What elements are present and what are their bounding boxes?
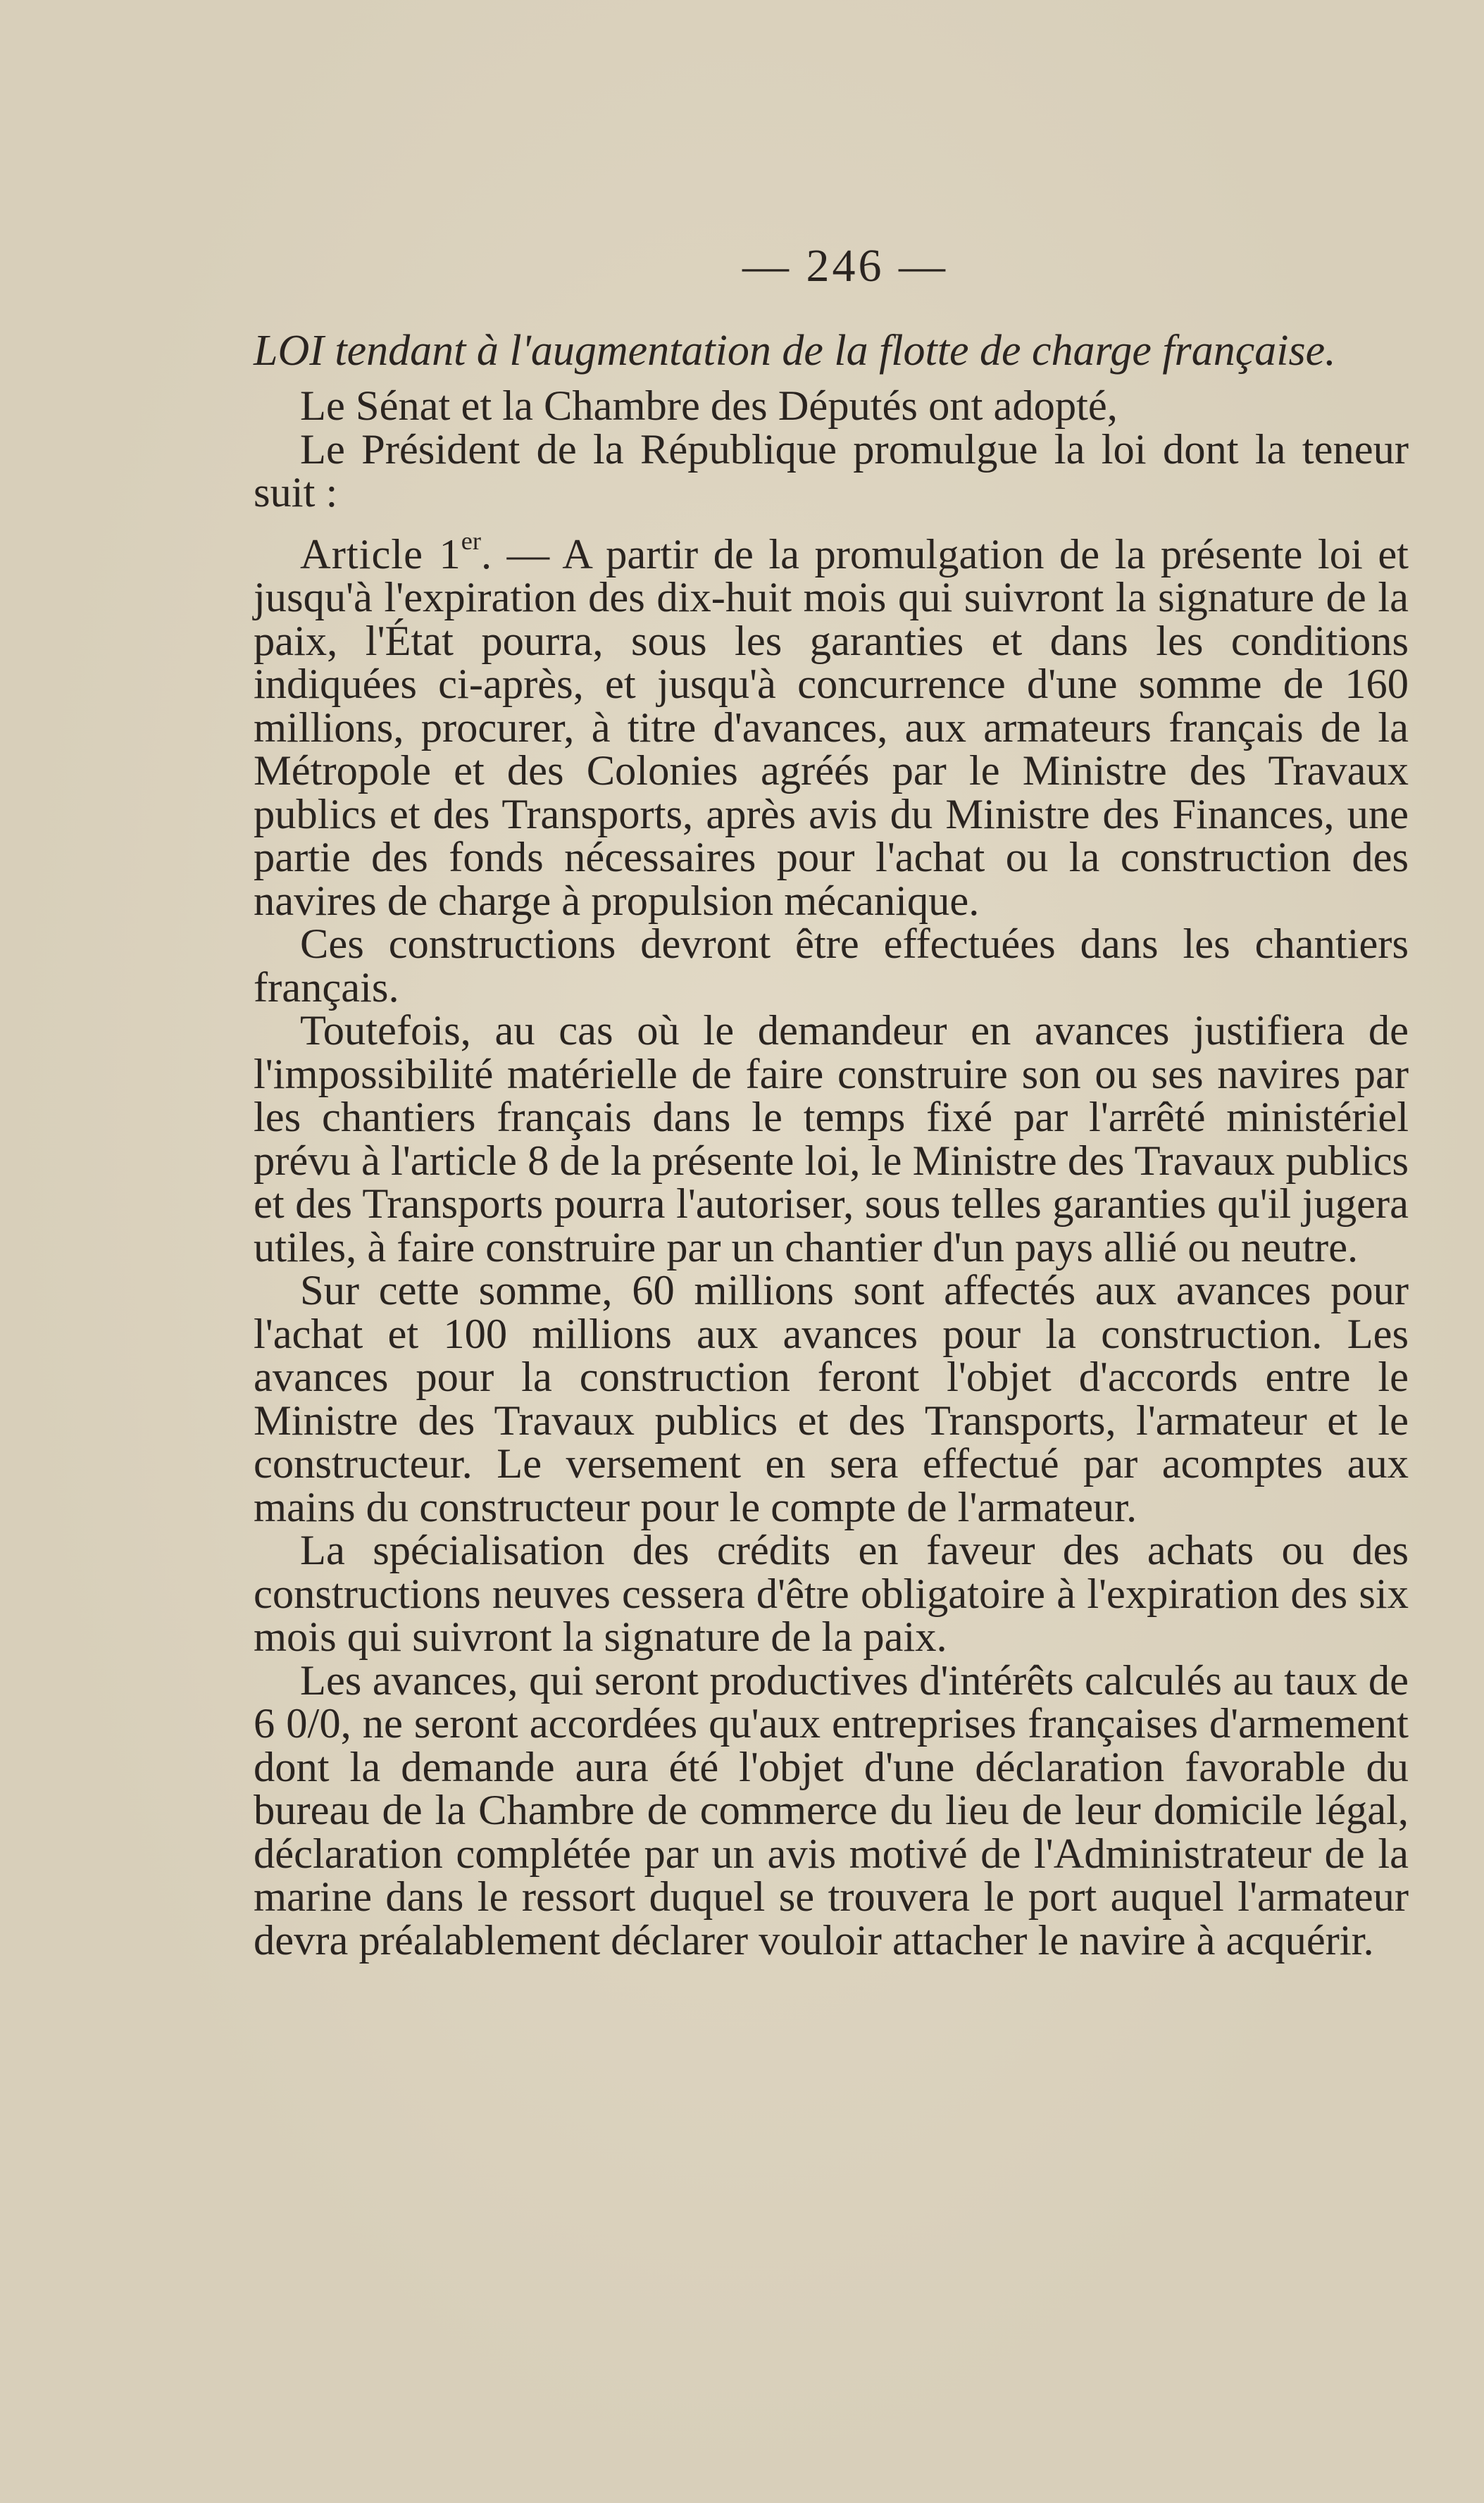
paragraph-enactment: Le Sénat et la Chambre des Députés ont adopté, bbox=[300, 382, 1118, 430]
paragraph-article-1 bbox=[254, 526, 1409, 925]
paragraph-advance-conditions: Les avances, qui seront productives d'intérêts calculés au taux de 6 0/0, ne seront accordées qu'aux entreprises françaises d'armement dont la demande aura été l'objet d'une déclaration favorable du bureau de la Chambre de commerce du lieu de leur domicile légal, déclaration complétée par un avis motivé de l'Administrateur de la marine dans le ressort duquel se trouvera le port auquel l'armateur devra préalablement déclarer vouloir attacher le navire à acquérir. bbox=[254, 1656, 1409, 1964]
paragraph-funds-allocation: Sur cette somme, 60 millions sont affectés aux avances pour l'achat et 100 millions aux avances pour la construction. Les avances pour la construction feront l'objet d'accords entre le Ministre des Travaux publics et des Transports, l'armateur et le constructeur. Le versement en sera effectué par acomptes aux mains du constructeur pour le compte de l'armateur. bbox=[254, 1267, 1409, 1531]
paragraph-french-shipyards: Ces constructions devront être effectuées dans les chantiers français. bbox=[254, 920, 1409, 1011]
law-title: LOI tendant à l'augmentation de la flotte de charge française. bbox=[254, 327, 1336, 375]
paragraph-promulgation: Le Président de la République promulgue la loi dont la teneur suit : bbox=[254, 425, 1409, 516]
page-text-block bbox=[254, 239, 1409, 1962]
paragraph-foreign-shipyard-exception: Toutefois, au cas où le demandeur en avances justifiera de l'impossibilité matérielle de faire construire son ou ses navires par les chantiers français dans le temps fixé par l'arrêté ministériel prévu à l'article 8 de la présente loi, le Ministre des Travaux publics et des Transports pourra l'autoriser, sous telles garanties qu'il jugera utiles, à faire construire par un chantier d'un pays allié ou neutre. bbox=[254, 1007, 1409, 1271]
page-number: — 246 — bbox=[742, 240, 948, 292]
article-label-superscript: er bbox=[461, 526, 481, 555]
article-label: Article 1 bbox=[300, 530, 461, 578]
paragraph-credit-specialisation: La spécialisation des crédits en faveur des achats ou des constructions neuves cessera d'être obligatoire à l'expiration des six mois qui suivront la signature de la paix. bbox=[254, 1527, 1409, 1661]
article-1-text: . — A partir de la promulgation de la présente loi et jusqu'à l'expiration des dix-huit mois qui suivront la signature de la paix, l'État pourra, sous les garanties et dans les conditions indiquées ci-après, et jusqu'à concurrence d'une somme de 160 millions, procurer, à titre d'avances, aux armateurs français de la Métropole et des Colonies agréés par le Ministre des Travaux publics et des Transports, après avis du Ministre des Finances, une partie des fonds nécessaires pour l'achat ou la construction des navires de charge à propulsion mécanique. bbox=[254, 530, 1409, 925]
